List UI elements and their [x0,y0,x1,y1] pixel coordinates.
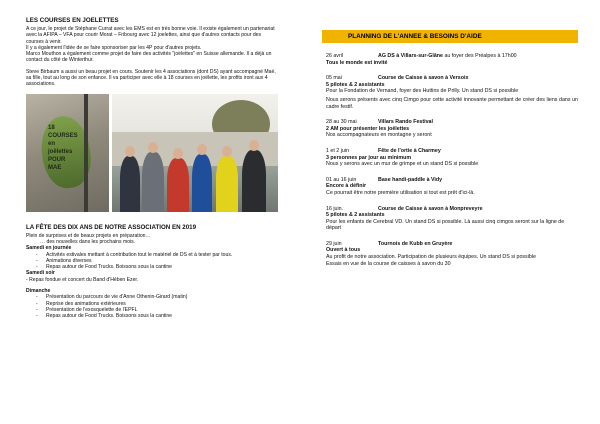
list-item: - Repas autour de Food Trucks. Boissons sous la cantine [46,264,280,270]
event-desc: Essais en vue de la course de caisses à savon du 30 [326,260,451,267]
event-need: Tous le monde est invité [326,59,388,66]
poster-text: 18 COURSES en joëlettes POUR MAE [48,124,78,171]
dimanche-list [26,294,280,319]
list-item: - Présentation de l'exosquelette de l'EPFL [46,307,280,313]
courses-paragraph-4: Steve Birbaum a aussi un beau projet en cours. Soutenir les 4 associations (dont DS) ayant accompagné Maé, sa fille, tout au long de son enfance. Il va participer avec elle à 18 courses en joëlette, les profits iront aux 4 associations. [26,68,276,88]
photo-collage [26,94,280,212]
fete-intro: Plein de surprises et de beaux projets en préparation… [26,232,151,239]
head-shape [249,140,259,151]
event-desc: Nos accompagnateurs en montagne y seront [326,132,432,139]
event-date: 1 et 2 juin [326,147,349,154]
courses-title: LES COURSES EN JOELETTES [26,17,119,24]
list-item: - Présentation du parcours de vie d'Anne Othenin-Girard (matin) [46,294,280,300]
person-shape [216,156,238,212]
list-item: - Repas autour de Food Trucks. Boissons sous la cantine [46,313,280,319]
event-title: Course de Caisse à savon à Versoix [378,75,469,82]
event-need: 2 AM pour présenter les joëlettes [326,125,410,132]
list-item: - Animations diverses [46,258,280,264]
head-shape [197,144,207,155]
samedi-journee-heading: Samedi en journée [26,245,72,252]
head-shape [148,142,158,153]
person-shape [142,152,164,212]
event-need: 5 pilotes & 2 assistants [326,81,385,88]
right-page [300,0,600,424]
event-need: Encore à définir [326,183,367,190]
event-need: Ouvert à tous [326,247,361,254]
event-desc: Nous y serons avec un mur de grimpe et un stand DS si possible [326,161,479,168]
event-desc: Pour les enfants de Cerebral VD. Un stand DS si possible. Là aussi cinq cimgos seront sur la ligne de départ [326,218,565,232]
event-kubb [326,241,578,267]
samedi-journee-list [26,252,280,271]
event-need: 5 pilotes & 2 assistants [326,212,385,219]
poster-photo [26,94,109,212]
event-title: AG DS à Villars-sur-Glâne [378,53,443,59]
event-versoix [326,75,578,95]
event-date: 05 mai [326,75,342,82]
list-item: - Reprise des animations extérieures [46,301,280,307]
pole-shape [84,94,88,212]
event-date: 16 juin. [326,205,344,212]
head-shape [222,146,232,157]
event-desc: Ce pourrait être notre première utilisation si tout est prêt d'ici-là. [326,189,475,196]
fete-intro-2: … des nouvelles dans les prochains mois. [40,238,136,245]
person-shape [242,150,266,212]
samedi-soir-heading: Samedi soir [26,270,55,277]
list-item: - Activités estivales mettant à contribution tout le matériel de DS et à tester par tous. [46,252,280,258]
dimanche-heading: Dimanche [26,288,51,295]
person-shape [120,156,140,212]
event-date: 26 avril [326,53,344,59]
head-shape [125,146,135,157]
event-cimgo-note [326,97,578,110]
event-charmey [326,148,578,168]
group-photo [112,94,278,212]
event-date: 29 juin [326,240,342,247]
event-vidy [326,177,578,197]
head-shape [173,148,183,159]
courses-paragraph-3: Marco Mouthon a également comme projet de faire des activités "joëlettes" en Suisse allemande. Il a déjà un contact du côté de Winterthur. [26,51,272,64]
event-monpreveyre [326,206,578,232]
fete-title: LA FÊTE DES DIX ANS DE NOTRE ASSOCIATION EN 2019 [26,223,197,231]
planning-header: PLANNING DE L'ANNEE & BESOINS D'AIDE [322,30,578,43]
samedi-soir-text: - Repas fondue et concert du Band d'Hében Ezer. [26,276,139,283]
event-title: Course de Caisse à savon à Monpreveyre [378,205,483,212]
person-shape [167,158,189,212]
event-title: Villars Rando Festival [378,119,433,126]
event-ag [326,53,578,66]
event-title: Base handi-paddle à Vidy [378,176,443,183]
event-villars [326,119,578,139]
event-desc: Au profit de notre association. Participation de plusieurs équipes. Un stand DS si possible [326,254,536,261]
courses-paragraph-2: Il y a également l'idée de se faire sponsoriser par les 4P pour d'autres projets. [26,44,202,51]
courses-paragraph-1: A ce jour, le projet de Stéphane Currat avec les EMS est en très bonne voie. Il existe également un partenariat avec la AFIPA – VFA pour courir Morat – Fribourg avec 12 joelettes, ainsi que d'autres contacts pour des courses à venir. [26,26,275,45]
event-title-rest: au foyer des Préalpes à 17h00 [442,53,517,59]
person-shape [192,154,212,212]
event-title: Fête de l'ortie à Charmey [378,147,441,154]
event-need: 3 personnes par jour au minimum [326,154,412,161]
event-date: 01 au 16 juin [326,176,357,183]
event-desc: Nous serons présents avec cinq Cimgo pour cette activité innovante permettant de créer des liens dans un cadre festif. [326,96,578,110]
event-date: 28 au 30 mai [326,119,357,126]
event-title: Tournois de Kubb en Gruyère [378,240,453,247]
event-desc: Pour la Fondation de Vernand, foyer des Huttins de Prilly. Un stand DS si possible [326,88,519,95]
